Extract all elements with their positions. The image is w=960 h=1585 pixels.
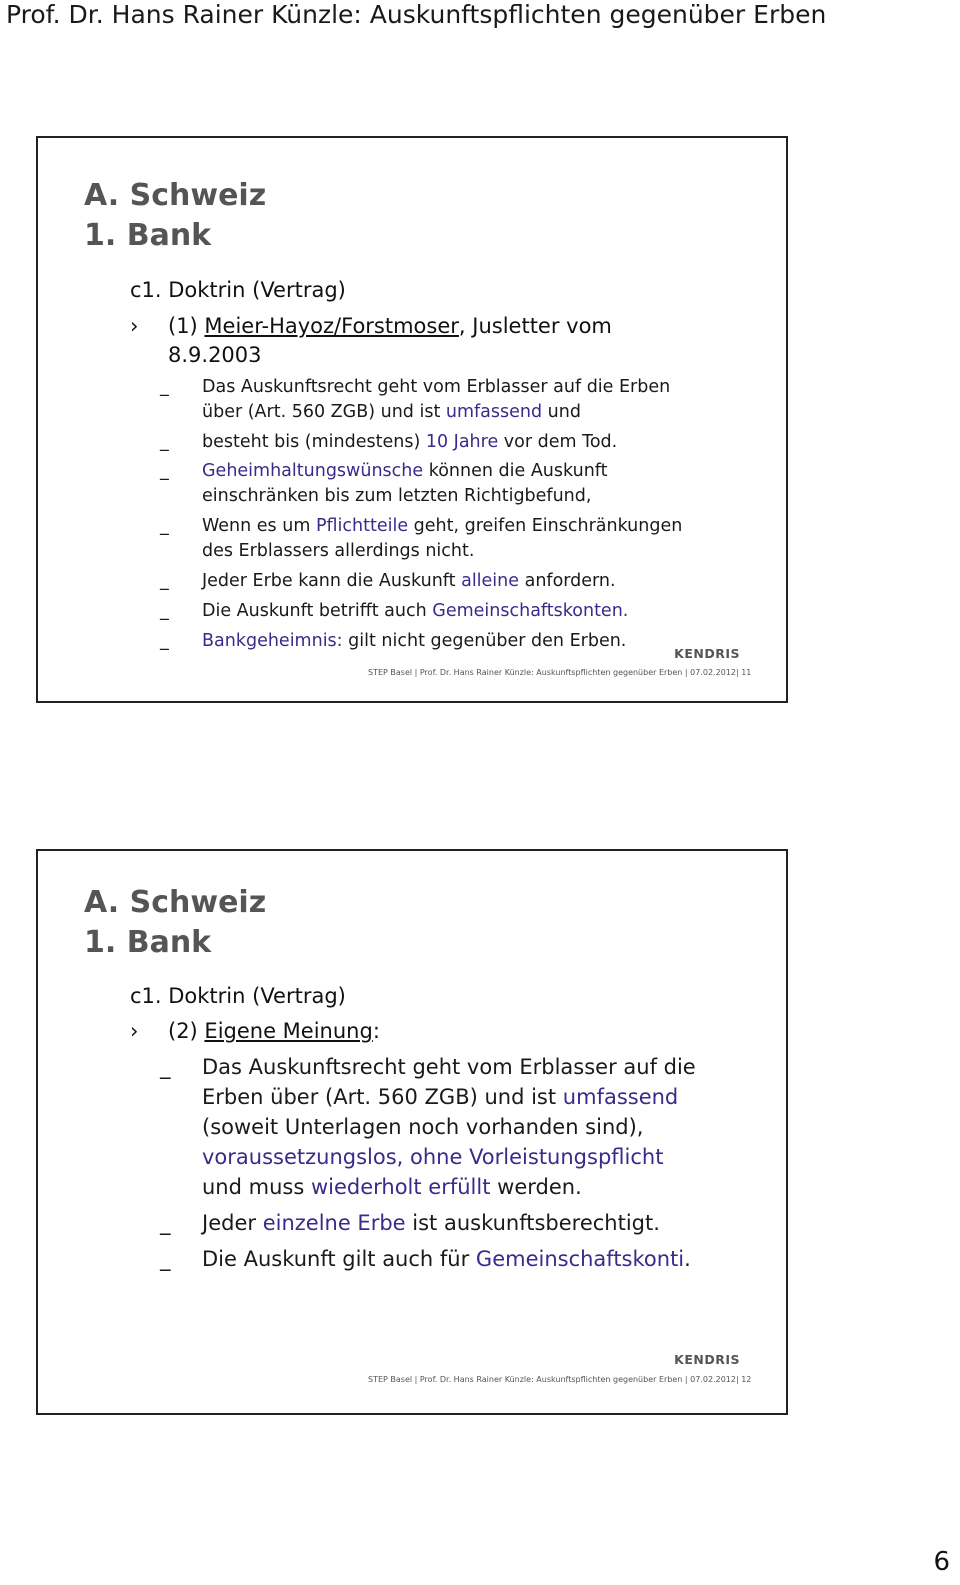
slide-footer: STEP Basel | Prof. Dr. Hans Rainer Künzle: Auskunftspflichten gegenüber Erben | 07.02.2012| 11 bbox=[368, 668, 752, 677]
intro-line-2: 8.9.2003 bbox=[168, 343, 262, 367]
arrow-icon: › bbox=[130, 1019, 139, 1043]
slide-heading: c1. Doktrin (Vertrag) bbox=[130, 278, 346, 302]
intro-line: › (1) Meier-Hayoz/Forstmoser, Jusletter vom bbox=[130, 314, 612, 338]
citation-link: Meier-Hayoz/Forstmoser bbox=[204, 314, 459, 338]
subsection-title: 1. Bank bbox=[84, 218, 212, 253]
slide-12: A. Schweiz 1. Bank c1. Doktrin (Vertrag) › (2) Eigene Meinung: _ Das Auskunftsrecht geht vom Erblasser auf die Erben über (Art. 560 ZGB) und ist umfassend (soweit Unterlagen noch vorhanden sind), voraussetzungslos, ohne Vorleistungspflicht und muss wiederholt erfüllt werden. _ Jeder einzelne Erbe ist auskunftsberechtigt. _ Die Auskunft gilt auch für Gemeinschaftskonti. KENDRIS STEP Basel | Prof. Dr. Hans Rainer Künzle: Auskunftspflichten gegenüber Erben | 07.02.2012| 12 bbox=[36, 849, 788, 1415]
slide-heading: c1. Doktrin (Vertrag) bbox=[130, 984, 346, 1008]
slide-11: A. Schweiz 1. Bank c1. Doktrin (Vertrag) › (1) Meier-Hayoz/Forstmoser, Jusletter vom 8.9.2003 _ Das Auskunftsrecht geht vom Erblasser auf die Erben über (Art. 560 ZGB) und ist umfassend und _ besteht bis (mindestens) 10 Jahre vor dem Tod. _ Geheimhaltungswünsche können die Auskunft einschränken bis zum letzten Richtigbefund, _ Wenn es um Pflichtteile geht, greifen Einschränkungen des Erblassers allerdings nicht. _ Jeder Erbe kann die Auskunft alleine anfordern. _ Die Auskunft betrifft auch Gemeinschaftskonten. _ Bankgeheimnis: gilt nicht gegenüber den Erben. KENDRIS STEP Basel | Prof. Dr. Hans Rainer Künzle: Auskunftspflichten gegenüber Erben | 07.02.2012| 11 bbox=[36, 136, 788, 703]
subsection-title: 1. Bank bbox=[84, 925, 212, 960]
section-title: A. Schweiz bbox=[84, 885, 267, 920]
opinion-link: Eigene Meinung bbox=[204, 1019, 373, 1043]
kendris-logo: KENDRIS bbox=[674, 1352, 740, 1367]
kendris-logo: KENDRIS bbox=[674, 646, 740, 661]
intro-line: › (2) Eigene Meinung: bbox=[130, 1019, 380, 1043]
arrow-icon: › bbox=[130, 314, 139, 338]
page-number: 6 bbox=[933, 1547, 950, 1577]
slide-footer: STEP Basel | Prof. Dr. Hans Rainer Künzle: Auskunftspflichten gegenüber Erben | 07.02.2012| 12 bbox=[368, 1375, 752, 1384]
section-title: A. Schweiz bbox=[84, 178, 267, 213]
page-title: Prof. Dr. Hans Rainer Künzle: Auskunftspflichten gegenüber Erben bbox=[6, 0, 827, 29]
